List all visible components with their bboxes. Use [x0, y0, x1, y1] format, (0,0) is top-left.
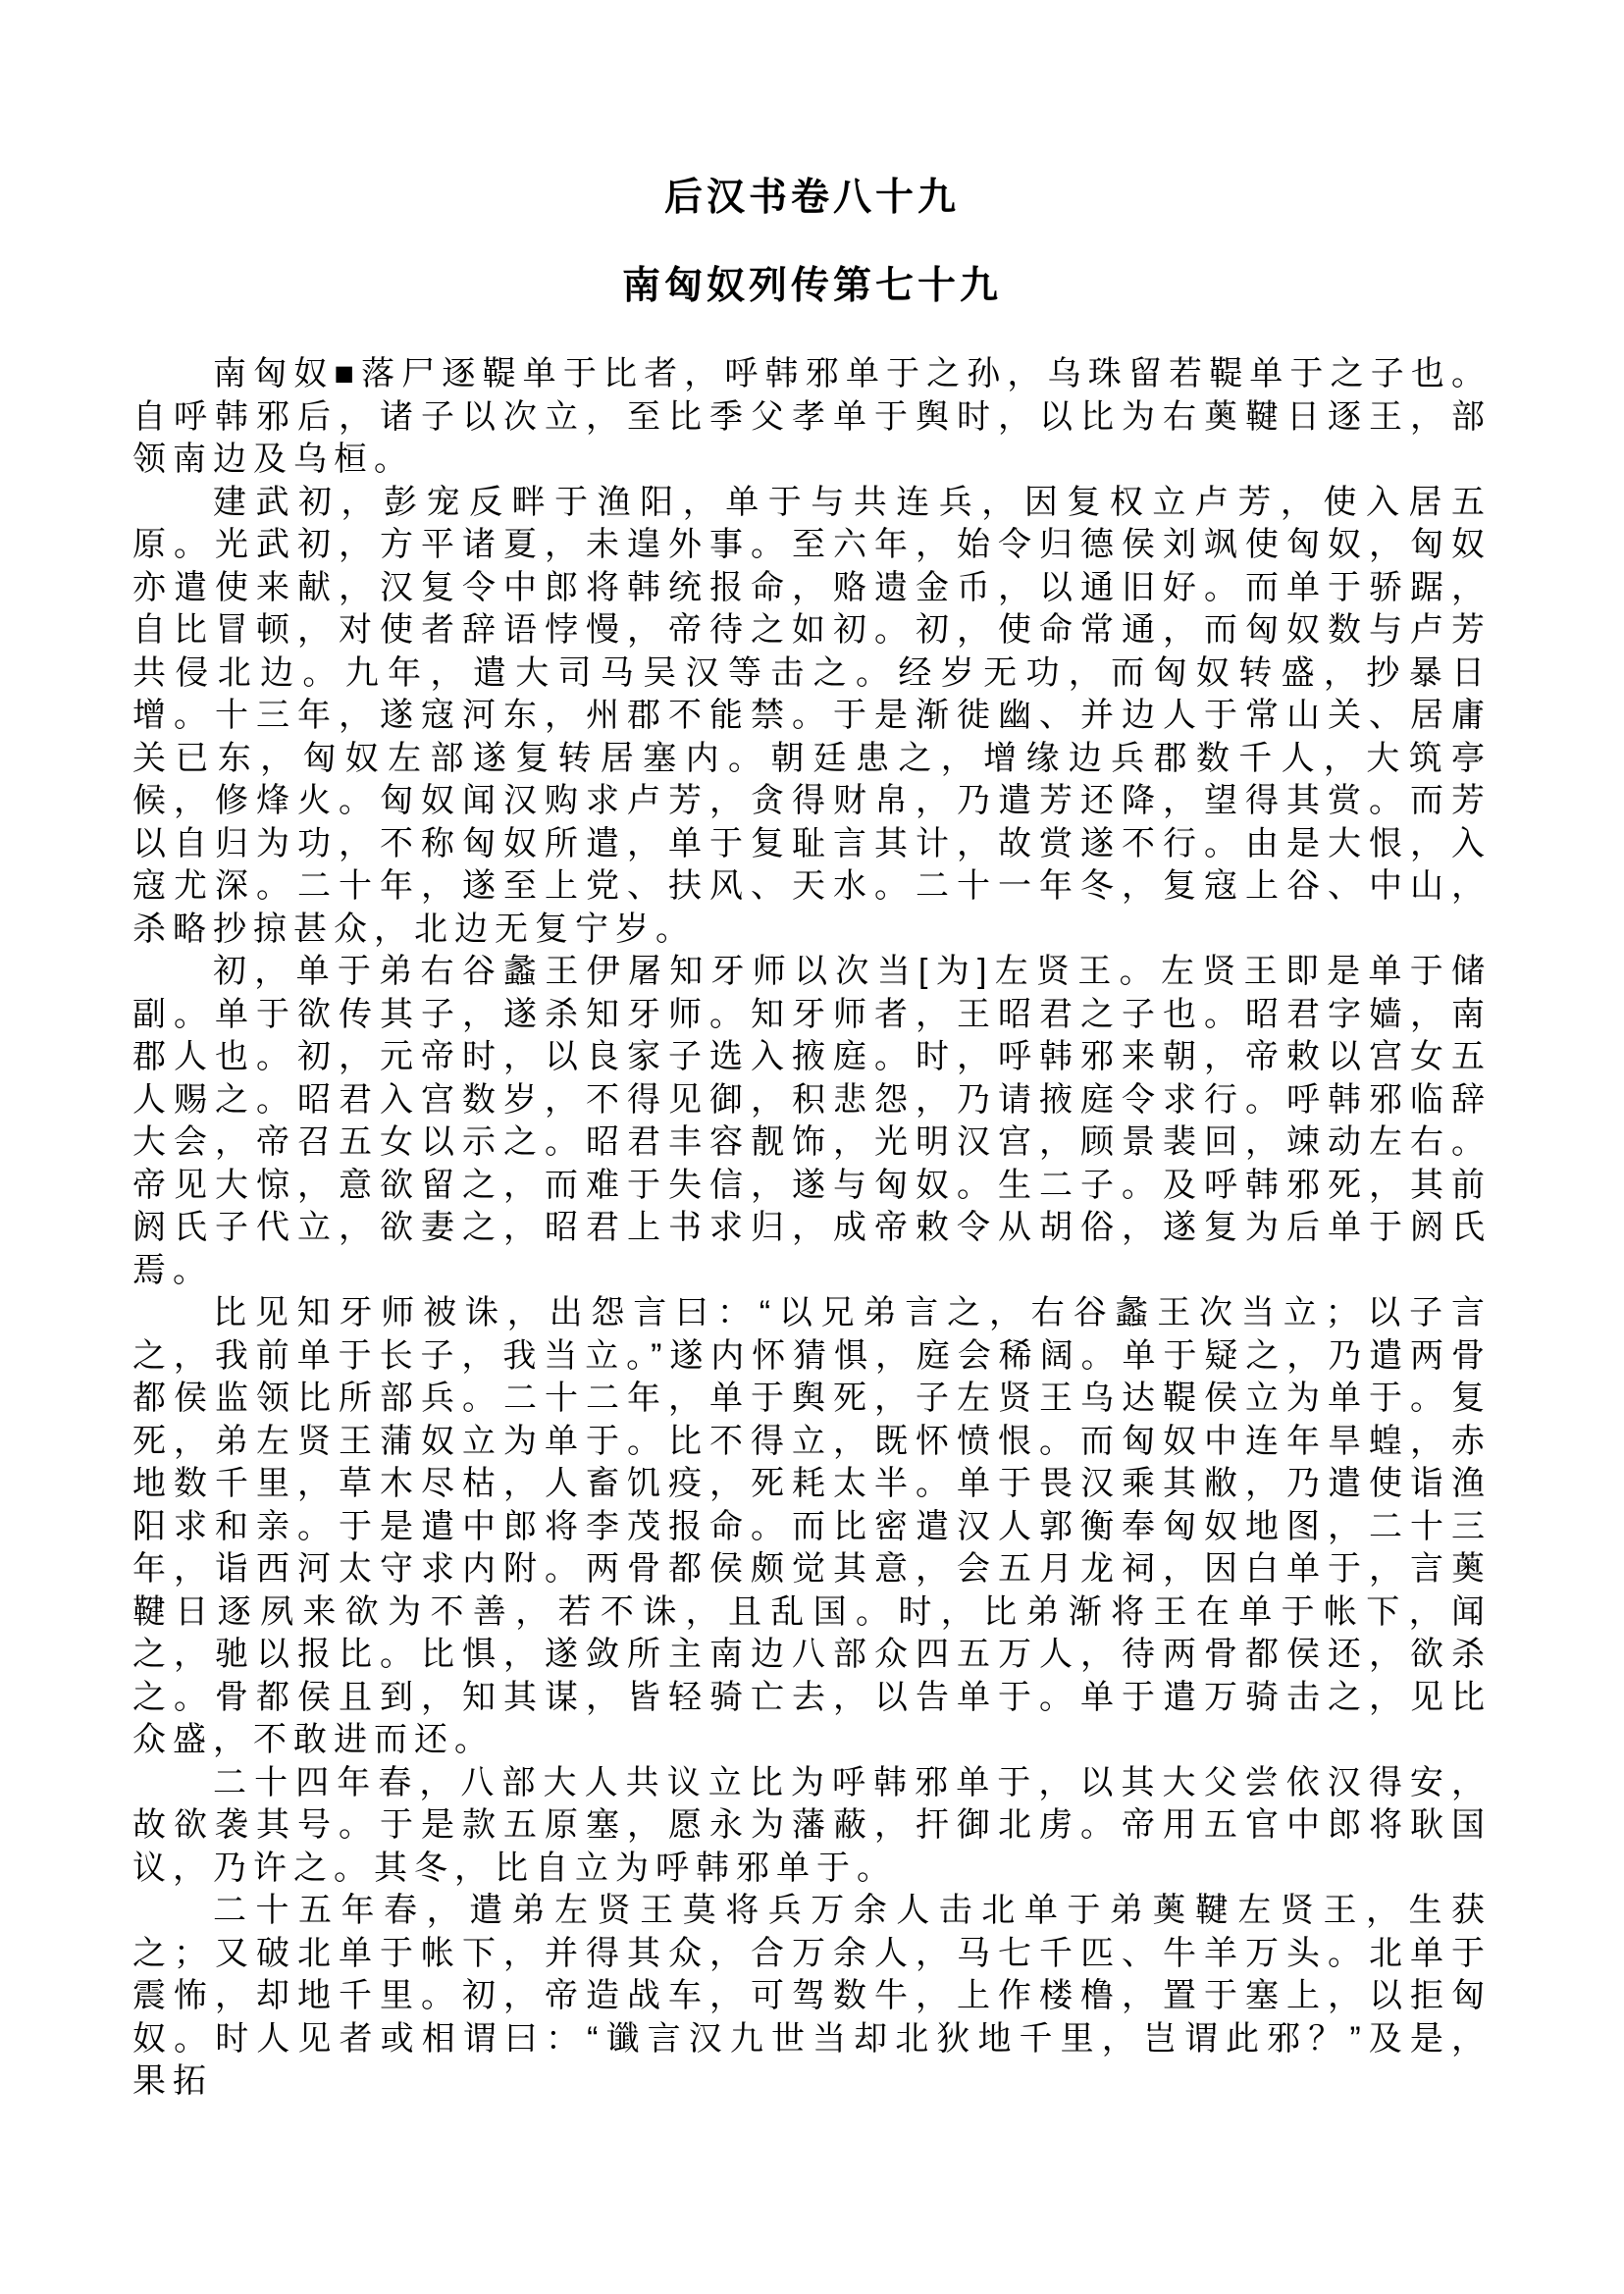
paragraph-2: 建武初，彭宠反畔于渔阳，单于与共连兵，因复权立卢芳，使入居五原。光武初，方平诸夏，未遑外事。至六年，始令归德侯刘飒使匈奴，匈奴亦遣使来献，汉复令中郎将韩统报命，赂遗金币，以通旧好。而单于骄踞，自比冒顿，对使者辞语悖慢，帝待之如初。初，使命常通，而匈奴数与卢芳共侵北边。九年，遣大司马吴汉等击之。经岁无功，而匈奴转盛，抄暴日增。十三年，遂寇河东，州郡不能禁。于是渐徙幽、并边人于常山关、居庸关已东，匈奴左部遂复转居塞内。朝廷患之，增缘边兵郡数千人，大筑亭候，修烽火。匈奴闻汉购求卢芳，贪得财帛，乃遣芳还降，望得其赏。而芳以自归为功，不称匈奴所遣，单于复耻言其计，故赏遂不行。由是大恨，入寇尤深。二十年，遂至上党、扶风、天水。二十一年冬，复寇上谷、中山，杀略抄掠甚众，北边无复宁岁。: [132, 483, 1492, 948]
book-title: 后汉书卷八十九: [663, 177, 960, 219]
paragraph-1: 南匈奴■落尸逐鞮单于比者，呼韩邪单于之孙，乌珠留若鞮单于之子也。自呼韩邪后，诸子以次立，至比季父孝单于舆时，以比为右薁鞬日逐王，部领南边及乌桓。: [132, 355, 1492, 478]
paragraph-3: 初，单于弟右谷蠡王伊屠知牙师以次当[为]左贤王。左贤王即是单于储副。单于欲传其子，遂杀知牙师。知牙师者，王昭君之子也。昭君字嫱，南郡人也。初，元帝时，以良家子选入掖庭。时，呼韩邪来朝，帝敕以宫女五人赐之。昭君入宫数岁，不得见御，积悲怨，乃请掖庭令求行。呼韩邪临辞大会，帝召五女以示之。昭君丰容靓饰，光明汉宫，顾景裴回，竦动左右。帝见大惊，意欲留之，而难于失信，遂与匈奴。生二子。及呼韩邪死，其前阏氏子代立，欲妻之，昭君上书求归，成帝敕令从胡俗，遂复为后单于阏氏焉。: [132, 953, 1492, 1289]
paragraph-4: 比见知牙师被诛，出怨言曰：“以兄弟言之，右谷蠡王次当立；以子言之，我前单于长子，我当立。”遂内怀猜惧，庭会稀阔。单于疑之，乃遣两骨都侯监领比所部兵。二十二年，单于舆死，子左贤王乌达鞮侯立为单于。复死，弟左贤王蒲奴立为单于。比不得立，既怀愤恨。而匈奴中连年旱蝗，赤地数千里，草木尽枯，人畜饥疫，死耗太半。单于畏汉乘其敝，乃遣使诣渔阳求和亲。于是遣中郎将李茂报命。而比密遣汉人郭衡奉匈奴地图，二十三年，诣西河太守求内附。两骨都侯颇觉其意，会五月龙祠，因白单于，言薁鞬日逐夙来欲为不善，若不诛，且乱国。时，比弟渐将王在单于帐下，闻之，驰以报比。比惧，遂敛所主南边八部众四五万人，待两骨都侯还，欲杀之。骨都侯且到，知其谋，皆轻骑亡去，以告单于。单于遣万骑击之，见比众盛，不敢进而还。: [132, 1294, 1492, 1758]
paragraph-6: 二十五年春，遣弟左贤王莫将兵万余人击北单于弟薁鞬左贤王，生获之；又破北单于帐下，并得其众，合万余人，马七千匹、牛羊万头。北单于震怖，却地千里。初，帝造战车，可驾数牛，上作楼橹，置于塞上，以拒匈奴。时人见者或相谓曰：“谶言汉九世当却北狄地千里，岂谓此邪？”及是，果拓: [132, 1892, 1492, 2100]
paragraph-5: 二十四年春，八部大人共议立比为呼韩邪单于，以其大父尝依汉得安，故欲袭其号。于是款五原塞，愿永为藩蔽，扞御北虏。帝用五官中郎将耿国议，乃许之。其冬，比自立为呼韩邪单于。: [132, 1763, 1492, 1887]
chapter-title: 南匈奴列传第七十九: [621, 265, 1002, 307]
document-body: [132, 353, 1492, 2104]
